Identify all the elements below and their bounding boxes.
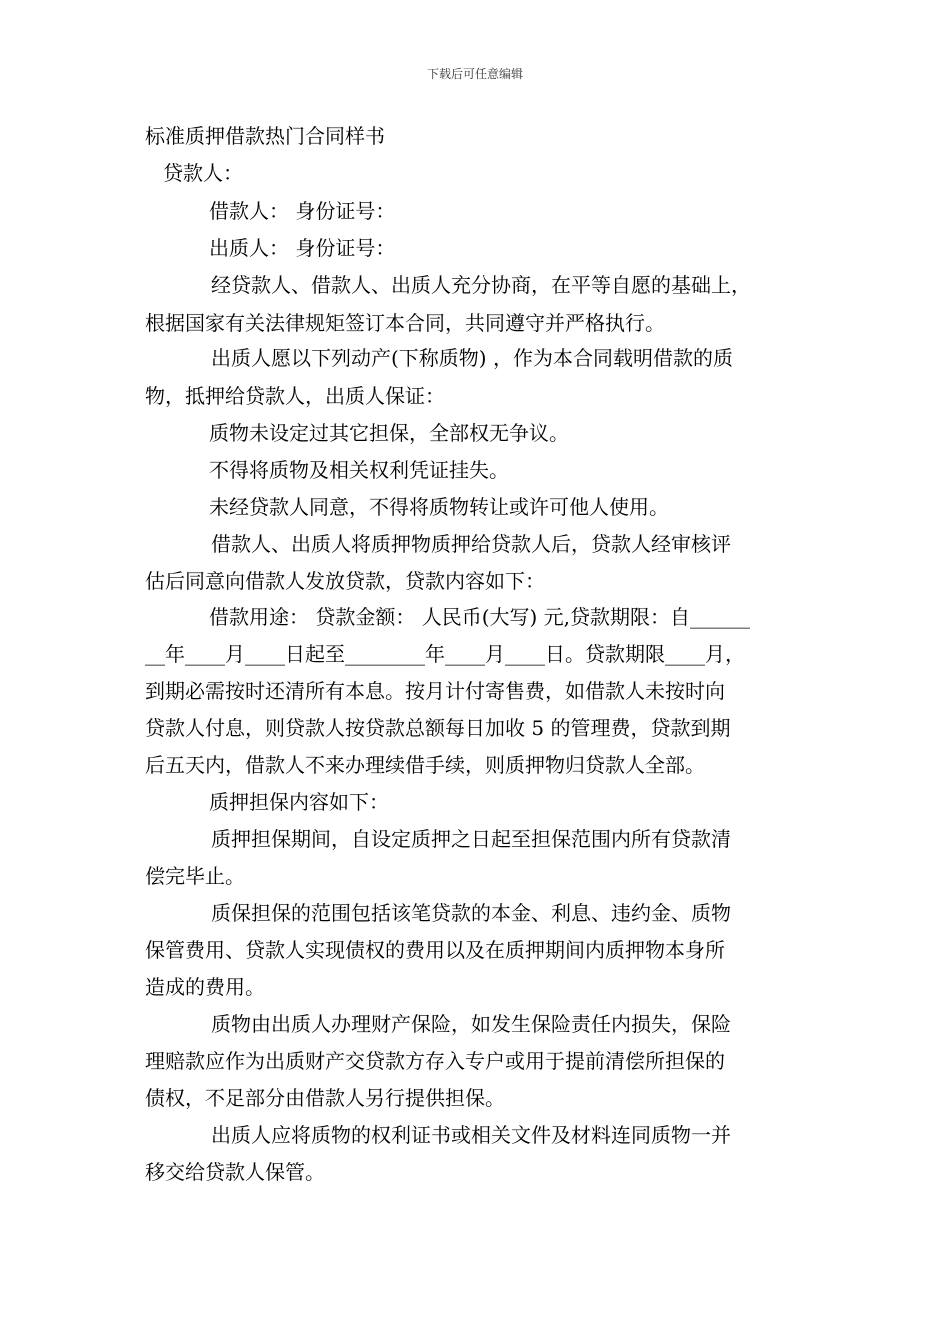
page-header: 下载后可任意编辑 — [426, 67, 523, 81]
paragraph-line: 未经贷款人同意，不得将质物转让或许可他人使用。 — [209, 495, 669, 519]
paragraph-line: 债权，不足部分由借款人另行提供担保。 — [145, 1086, 505, 1110]
paragraph-line: 理赔款应作为出质财产交贷款方存入专户或用于提前清偿所担保的 — [145, 1049, 725, 1073]
paragraph-line: 造成的费用。 — [145, 975, 265, 999]
paragraph-line: 经贷款人、借款人、出质人充分协商，在平等自愿的基础上， — [211, 273, 751, 297]
paragraph-line: 根据国家有关法律规矩签订本合同，共同遵守并严格执行。 — [145, 311, 665, 335]
paragraph-line: 移交给贷款人保管。 — [145, 1160, 325, 1184]
paragraph-line: 借款人、出质人将质押物质押给贷款人后，贷款人经审核评 — [211, 532, 731, 556]
paragraph-line: 贷款人： — [163, 161, 243, 185]
paragraph-line: 贷款人付息，则贷款人按贷款总额每日加收 5 的管理费，贷款到期 — [145, 716, 731, 740]
paragraph-line: 保管费用、贷款人实现债权的费用以及在质押期间内质押物本身所 — [145, 938, 725, 962]
paragraph-line: 后五天内，借款人不来办理续借手续，则质押物归贷款人全部。 — [145, 753, 705, 777]
paragraph-line: 质保担保的范围包括该笔贷款的本金、利息、违约金、质物 — [211, 901, 731, 925]
paragraph-line: __年____月____日起至________年____月____日。贷款期限____月， — [145, 642, 745, 666]
paragraph-line: 到期必需按时还清所有本息。按月计付寄售费，如借款人未按时向 — [145, 679, 725, 703]
paragraph-line: 物，抵押给贷款人，出质人保证： — [145, 384, 445, 408]
paragraph-line: 不得将质物及相关权利凭证挂失。 — [209, 458, 509, 482]
paragraph-line: 质物未设定过其它担保，全部权无争议。 — [209, 421, 569, 445]
paragraph-line: 质物由出质人办理财产保险，如发生保险责任内损失，保险 — [211, 1012, 731, 1036]
paragraph-line: 借款人： 身份证号： — [209, 199, 396, 223]
paragraph-line: 出质人愿以下列动产(下称质物) ，作为本合同载明借款的质 — [211, 346, 733, 370]
document-title: 标准质押借款热门合同样书 — [145, 124, 385, 148]
paragraph-line: 出质人应将质物的权利证书或相关文件及材料连同质物一并 — [211, 1123, 731, 1147]
paragraph-line: 质押担保期间，自设定质押之日起至担保范围内所有贷款清 — [211, 827, 731, 851]
paragraph-line: 质押担保内容如下： — [209, 790, 389, 814]
paragraph-line: 偿完毕止。 — [145, 864, 245, 888]
paragraph-line: 借款用途： 贷款金额： 人民币(大写) 元,贷款期限：自______ — [209, 605, 751, 629]
paragraph-line: 出质人： 身份证号： — [209, 236, 396, 260]
paragraph-line: 估后同意向借款人发放贷款，贷款内容如下： — [145, 569, 545, 593]
